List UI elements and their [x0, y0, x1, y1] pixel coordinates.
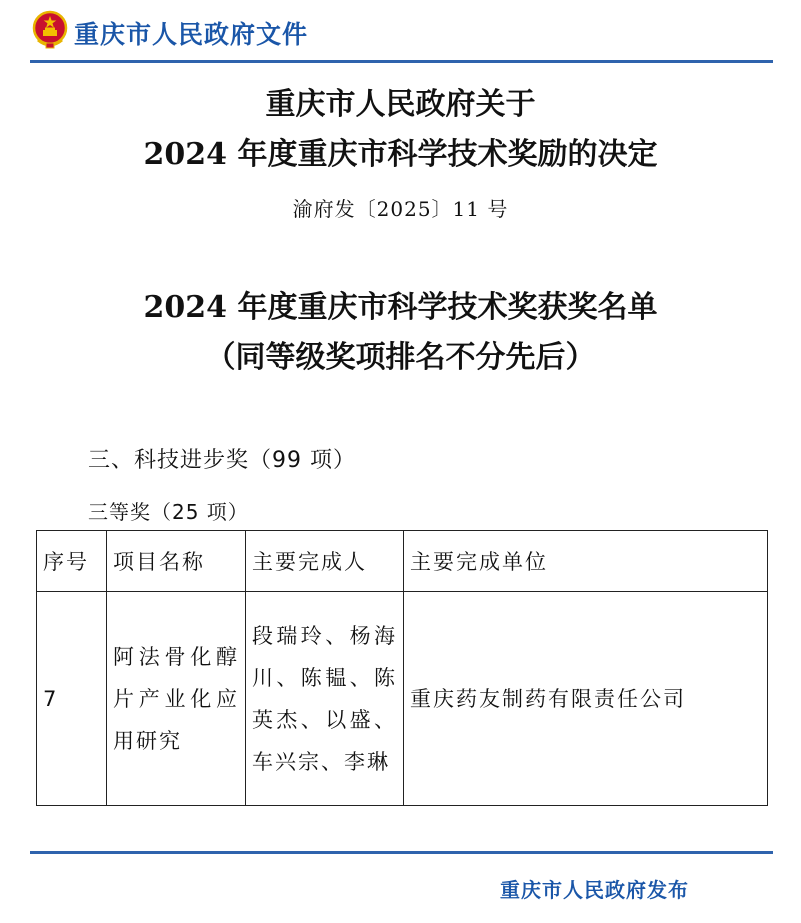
footer-divider [30, 851, 773, 854]
awards-table [36, 530, 768, 806]
header-divider [30, 60, 773, 63]
grade-heading: 三等奖（25 项） [88, 500, 249, 524]
table-row [37, 592, 768, 806]
column-header-unit: 主要完成单位 [404, 531, 768, 592]
document-header [0, 0, 801, 64]
table-header-row [37, 531, 768, 592]
header-title: 重庆市人民政府文件 [74, 20, 309, 49]
document-title-line: 重庆市人民政府关于 [265, 87, 536, 122]
document-number: 渝府发〔2025〕11 号 [292, 197, 509, 221]
column-header-project: 项目名称 [107, 531, 246, 592]
document-title [0, 80, 801, 180]
cell-project-name: 阿法骨化醇片产业化应用研究 [107, 592, 246, 806]
column-header-people: 主要完成人 [246, 531, 404, 592]
cell-main-contributors: 段瑞玲、杨海川、陈韫、陈英杰、以盛、车兴宗、李琳 [246, 592, 404, 806]
document-title-line: 2024 年度重庆市科学技术奖励的决定 [143, 137, 658, 172]
column-header-number: 序号 [37, 531, 107, 592]
footer-publisher: 重庆市人民政府发布 [500, 878, 689, 902]
national-emblem-icon [32, 10, 68, 50]
cell-main-unit: 重庆药友制药有限责任公司 [404, 592, 768, 806]
section-heading: 三、科技进步奖（99 项） [88, 448, 356, 473]
list-title-line: 2024 年度重庆市科学技术奖获奖名单 [143, 290, 658, 325]
cell-number: 7 [37, 592, 107, 806]
list-title [0, 283, 801, 383]
list-title-line: （同等级奖项排名不分先后） [205, 340, 596, 375]
